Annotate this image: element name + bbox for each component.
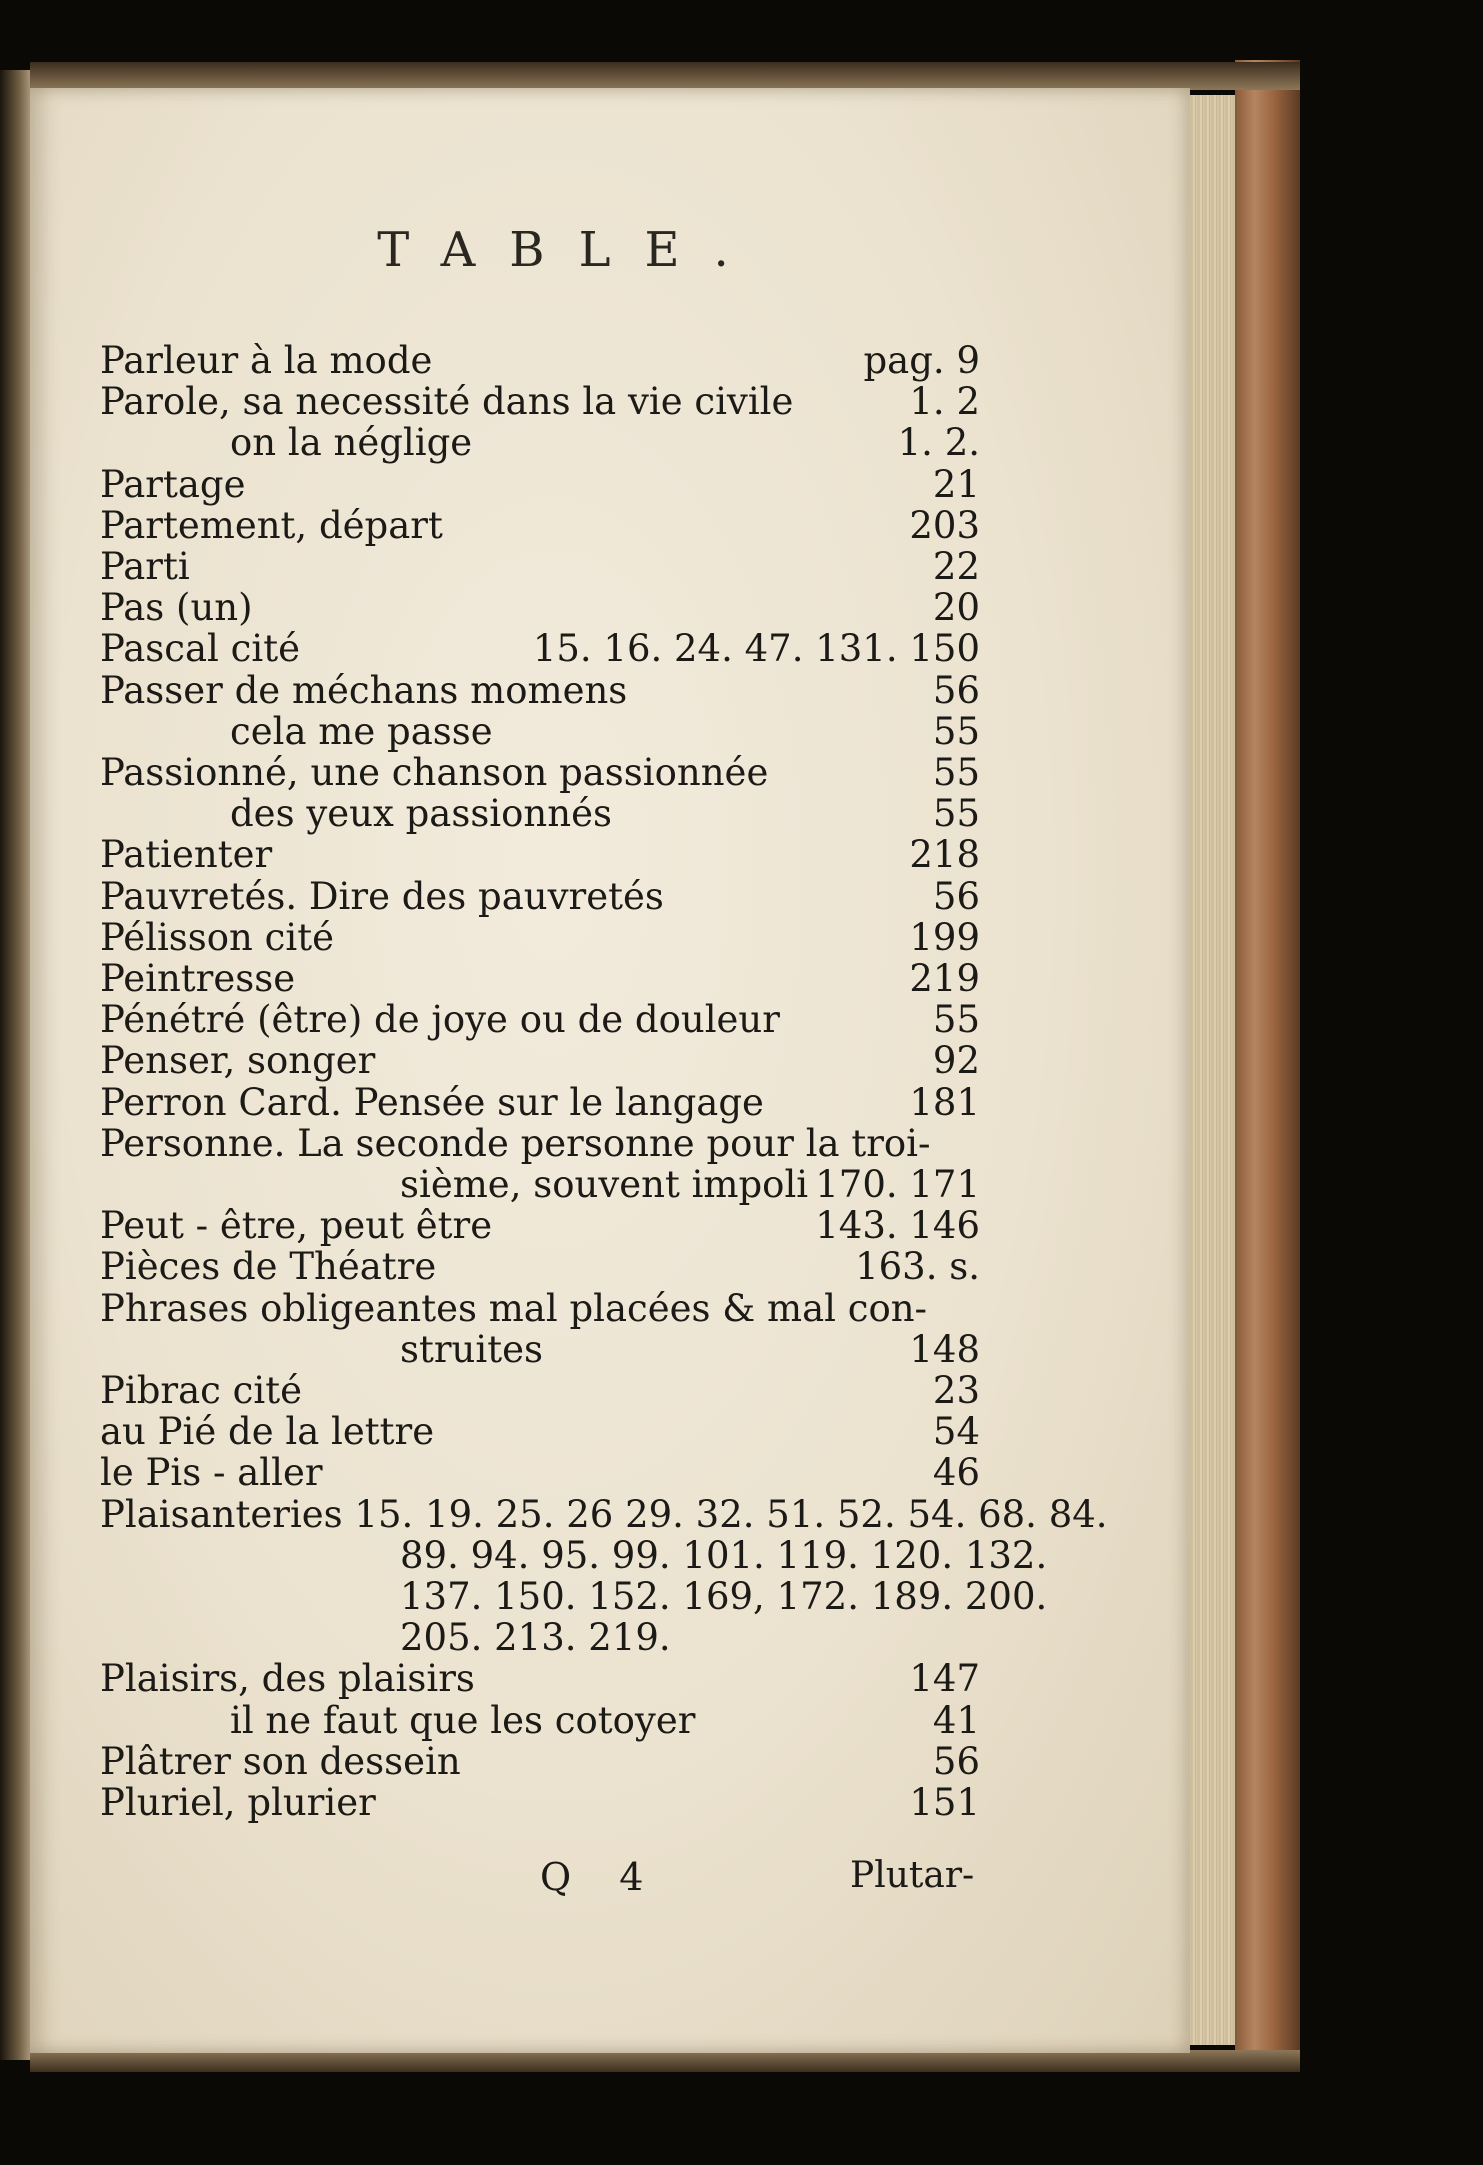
entry-text: on la néglige (230, 421, 473, 465)
entry-text: Parleur à la mode (100, 339, 433, 382)
entry-page: 23 (932, 1369, 980, 1412)
index-entry (100, 1205, 980, 1247)
entry-text: Partage (100, 462, 246, 506)
entry-page: 148 (909, 1327, 980, 1371)
index-entry (100, 1123, 980, 1165)
entry-page: 1. 2 (909, 380, 980, 424)
book-cover-right (1235, 60, 1300, 2070)
entry-page: 56 (932, 668, 980, 712)
entry-page: 147 (909, 1657, 980, 1701)
entry-text: il ne faut que les cotoyer (230, 1698, 696, 1742)
entry-page: 21 (932, 462, 980, 506)
index-entry (100, 1082, 980, 1124)
index-entry (100, 1782, 980, 1824)
entry-text: Pascal cité (100, 627, 300, 671)
index-entry (100, 1658, 980, 1700)
index-entry (100, 1533, 1048, 1577)
entry-page: 143. 146 (815, 1204, 980, 1248)
entry-text: Plâtrer son dessein (100, 1739, 461, 1783)
entry-text: Phrases obligeantes mal placées & mal con- (100, 1286, 928, 1330)
entry-text: Penser, songer (100, 1039, 376, 1083)
entry-text: struites (400, 1327, 543, 1371)
entry-text: Pauvretés. Dire des pauvretés (100, 874, 664, 918)
entry-text: sième, souvent impoli (400, 1163, 809, 1206)
index-entry (100, 958, 980, 1000)
entry-page: 1. 2. (897, 421, 980, 465)
index-entry (100, 1700, 980, 1742)
index-entry (100, 670, 980, 712)
book-spine-edge (0, 70, 30, 2060)
entry-text: Patienter (100, 833, 273, 877)
index-entry (100, 876, 980, 918)
index-entry (100, 505, 980, 547)
entry-text: Peut - être, peut être (100, 1204, 493, 1248)
entry-page: 41 (932, 1698, 980, 1742)
entry-page: 22 (932, 545, 980, 588)
entry-text: Passer de méchans momens (100, 668, 628, 712)
entry-page: 92 (932, 1039, 980, 1083)
entry-text: Pénétré (être) de joye ou de douleur (100, 998, 780, 1042)
index-entry (100, 711, 980, 753)
entry-page: 199 (909, 915, 980, 959)
entry-page: 55 (932, 751, 980, 794)
index-entry (100, 834, 980, 876)
entry-text: Perron Card. Pensée sur le langage (100, 1080, 764, 1124)
index-entry (100, 340, 980, 382)
entry-text: Pièces de Théatre (100, 1245, 437, 1289)
entry-page: 203 (909, 503, 980, 547)
entry-text: Pas (un) (100, 586, 253, 630)
entry-page: pag. 9 (863, 339, 980, 382)
entry-text: le Pis - aller (100, 1451, 323, 1495)
entry-page: 218 (909, 833, 980, 877)
index-entry (100, 628, 980, 670)
index-entry (100, 999, 980, 1041)
entry-text: Pluriel, plurier (100, 1781, 376, 1824)
catchword: Plutar- (850, 1855, 975, 1896)
index-entry (100, 546, 980, 588)
entry-text: Peintresse (100, 957, 296, 1000)
entry-text: Personne. La seconde personne pour la troi- (100, 1121, 931, 1165)
book-cover-bottom (30, 2050, 1300, 2072)
page-title: TABLE. (377, 222, 763, 278)
entry-text: Plaisirs, des plaisirs (100, 1657, 475, 1701)
index-entry (100, 1617, 980, 1659)
index-entry (100, 1492, 1108, 1536)
entry-page: 55 (932, 709, 980, 753)
entry-page: 163. s. (855, 1245, 980, 1289)
index-entry (100, 1411, 980, 1453)
entry-page: 54 (932, 1410, 980, 1454)
entry-text: Pibrac cité (100, 1369, 302, 1412)
index-entry (100, 1246, 980, 1288)
entry-page: 20 (932, 586, 980, 630)
entry-page: 170. 171 (815, 1163, 980, 1206)
index-entry (100, 1741, 980, 1783)
entry-text: Plaisanteries 15. 19. 25. 26 29. 32. 51. 52. 54. 68. 84. (100, 1492, 1108, 1536)
index-entry (100, 1040, 980, 1082)
entry-text: Passionné, une chanson passionnée (100, 751, 769, 794)
entry-text: 89. 94. 95. 99. 101. 119. 120. 132. (400, 1533, 1048, 1577)
index-entry (100, 1575, 1048, 1618)
entry-text: 205. 213. 219. (400, 1616, 671, 1660)
entry-page: 181 (909, 1080, 980, 1124)
index-entry (100, 1329, 980, 1371)
index-entry (100, 793, 980, 835)
index-entry (100, 381, 980, 423)
index-entry (100, 917, 980, 959)
index-entry (100, 422, 980, 464)
index-entry (100, 1370, 980, 1412)
entry-page: 55 (932, 998, 980, 1042)
entry-text: Parole, sa necessité dans la vie civile (100, 380, 794, 424)
index-entry (100, 752, 980, 794)
entry-text: cela me passe (230, 709, 493, 753)
index-entry (100, 464, 980, 506)
book-cover-top (30, 62, 1300, 90)
signature-mark: Q 4 (540, 1855, 662, 1899)
entry-text: Partement, départ (100, 503, 443, 547)
entry-page: 151 (909, 1781, 980, 1824)
entry-page: 56 (932, 1739, 980, 1783)
index-entry (100, 1164, 980, 1206)
entry-text: au Pié de la lettre (100, 1410, 435, 1454)
entry-text: 137. 150. 152. 169, 172. 189. 200. (400, 1575, 1048, 1618)
entry-page: 219 (909, 957, 980, 1000)
index-entry (100, 1288, 980, 1330)
entry-text: Pélisson cité (100, 915, 334, 959)
entry-page: 46 (932, 1451, 980, 1495)
entry-page: 15. 16. 24. 47. 131. 150 (532, 627, 980, 671)
entry-text: des yeux passionnés (230, 792, 612, 836)
entry-page: 56 (932, 874, 980, 918)
entry-page: 55 (932, 792, 980, 836)
entry-text: Parti (100, 545, 190, 588)
index-entry (100, 587, 980, 629)
index-entry (100, 1452, 980, 1494)
